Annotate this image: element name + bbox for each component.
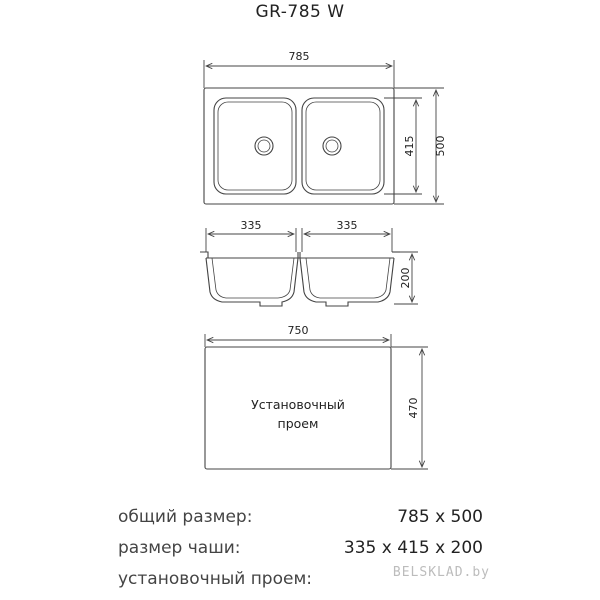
spec-value: 335 x 415 x 200	[343, 538, 483, 558]
specs-list	[0, 500, 600, 600]
dim-cutout-width: 750	[287, 324, 309, 337]
top-view	[204, 88, 394, 204]
spec-value: 785 x 500	[397, 507, 483, 527]
dim-top-height-outer: 500	[434, 135, 447, 157]
sink-outline	[204, 88, 394, 204]
dim-bowl-left: 335	[240, 219, 262, 232]
watermark: BELSKLAD.by	[392, 565, 490, 580]
right-bowl-inner	[306, 102, 380, 190]
right-bowl	[302, 98, 384, 194]
spec-row-bowl	[0, 538, 600, 568]
dim-cutout-height: 470	[407, 397, 420, 419]
section-view	[200, 252, 400, 306]
product-title: GR-785 W	[255, 2, 345, 22]
spec-label: установочный проем:	[118, 569, 313, 589]
left-bowl-section	[206, 258, 298, 306]
spec-label: размер чаши:	[118, 538, 241, 558]
cutout-label-line1: Установочный	[251, 397, 345, 412]
dim-bowl-right: 335	[336, 219, 358, 232]
dim-top-width: 785	[288, 50, 310, 63]
right-bowl-section	[300, 258, 394, 306]
dim-depth: 200	[399, 267, 412, 289]
spec-row-cutout	[0, 569, 600, 599]
dim-top-height-inner: 415	[403, 135, 416, 157]
spec-label: общий размер:	[118, 507, 253, 527]
cutout-label-line2: проем	[277, 416, 319, 431]
spec-row-overall	[0, 507, 600, 537]
